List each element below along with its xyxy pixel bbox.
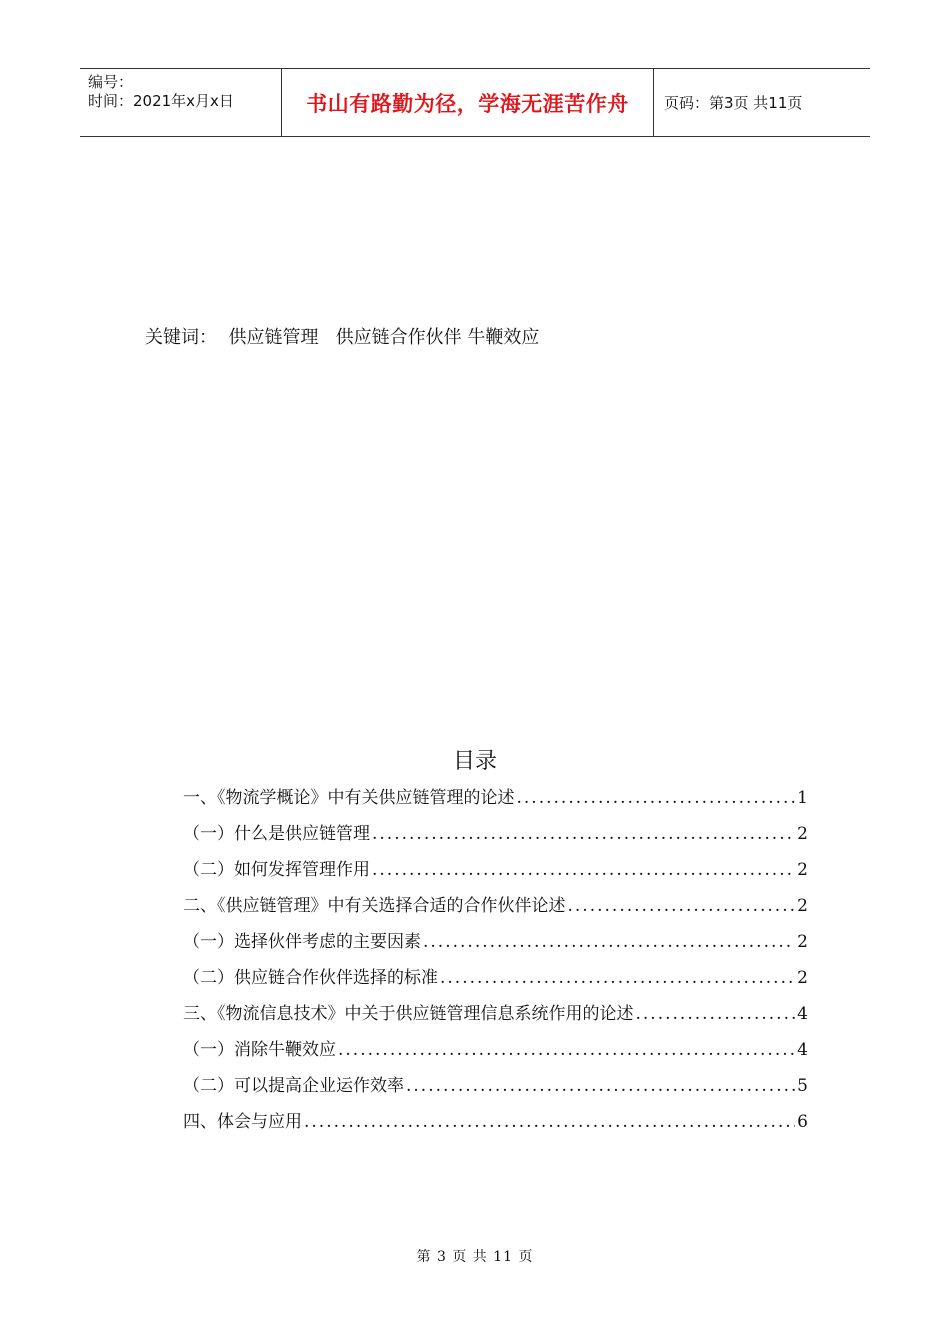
toc-entry[interactable] xyxy=(183,927,808,963)
toc-entry[interactable] xyxy=(183,783,808,819)
toc-leader-dots xyxy=(338,1040,795,1060)
page-header xyxy=(80,68,870,137)
header-time-label: 时间：2021年x月x日 xyxy=(88,92,234,110)
toc-entry[interactable] xyxy=(183,891,808,927)
toc-entry-page: 4 xyxy=(797,1040,808,1060)
toc-entry-page: 2 xyxy=(797,968,808,988)
toc-entry-page: 4 xyxy=(797,1004,808,1024)
page-footer: 第 3 页 共 11 页 xyxy=(416,1249,534,1265)
toc-entry-label: 四、体会与应用 xyxy=(183,1112,302,1132)
toc-entry[interactable] xyxy=(183,1035,808,1071)
toc-entry-page: 2 xyxy=(797,896,808,916)
toc-entry-page: 5 xyxy=(797,1076,808,1096)
toc-entry[interactable] xyxy=(183,963,808,999)
table-of-contents xyxy=(183,783,808,1143)
toc-entry-page: 1 xyxy=(797,788,808,808)
toc-entry-label: 二、《供应链管理》中有关选择合适的合作伙伴论述 xyxy=(183,896,566,916)
toc-leader-dots xyxy=(372,824,795,844)
toc-entry-page: 2 xyxy=(797,932,808,952)
toc-entry-label: 一、《物流学概论》中有关供应链管理的论述 xyxy=(183,788,515,808)
toc-entry-label: （二）供应链合作伙伴选择的标准 xyxy=(183,968,438,988)
toc-entry-label: （一）什么是供应链管理 xyxy=(183,824,370,844)
toc-leader-dots xyxy=(517,788,796,808)
toc-entry-label: （二）如何发挥管理作用 xyxy=(183,860,370,880)
toc-title: 目录 xyxy=(452,749,497,774)
toc-leader-dots xyxy=(423,932,795,952)
toc-entry[interactable] xyxy=(183,819,808,855)
header-page-code: 页码：第3页 共11页 xyxy=(664,94,803,112)
toc-entry[interactable] xyxy=(183,1107,808,1143)
toc-entry[interactable] xyxy=(183,999,808,1035)
toc-leader-dots xyxy=(304,1112,795,1132)
header-left-cell xyxy=(80,69,281,136)
toc-leader-dots xyxy=(568,896,796,916)
toc-entry-page: 2 xyxy=(797,824,808,844)
toc-leader-dots xyxy=(406,1076,795,1096)
toc-entry[interactable] xyxy=(183,1071,808,1107)
toc-leader-dots xyxy=(440,968,795,988)
toc-leader-dots xyxy=(372,860,795,880)
header-motto: 书山有路勤为径，学海无涯苦作舟 xyxy=(281,69,654,136)
toc-entry-page: 6 xyxy=(797,1112,808,1132)
toc-entry-page: 2 xyxy=(797,860,808,880)
toc-entry[interactable] xyxy=(183,855,808,891)
toc-entry-label: 三、《物流信息技术》中关于供应链管理信息系统作用的论述 xyxy=(183,1004,634,1024)
header-number-label: 编号： xyxy=(88,73,134,91)
keywords-line: 关键词： 供应链管理 供应链合作伙伴 牛鞭效应 xyxy=(145,327,540,348)
toc-entry-label: （一）消除牛鞭效应 xyxy=(183,1040,336,1060)
toc-entry-label: （一）选择伙伴考虑的主要因素 xyxy=(183,932,421,952)
toc-leader-dots xyxy=(636,1004,796,1024)
toc-entry-label: （二）可以提高企业运作效率 xyxy=(183,1076,404,1096)
